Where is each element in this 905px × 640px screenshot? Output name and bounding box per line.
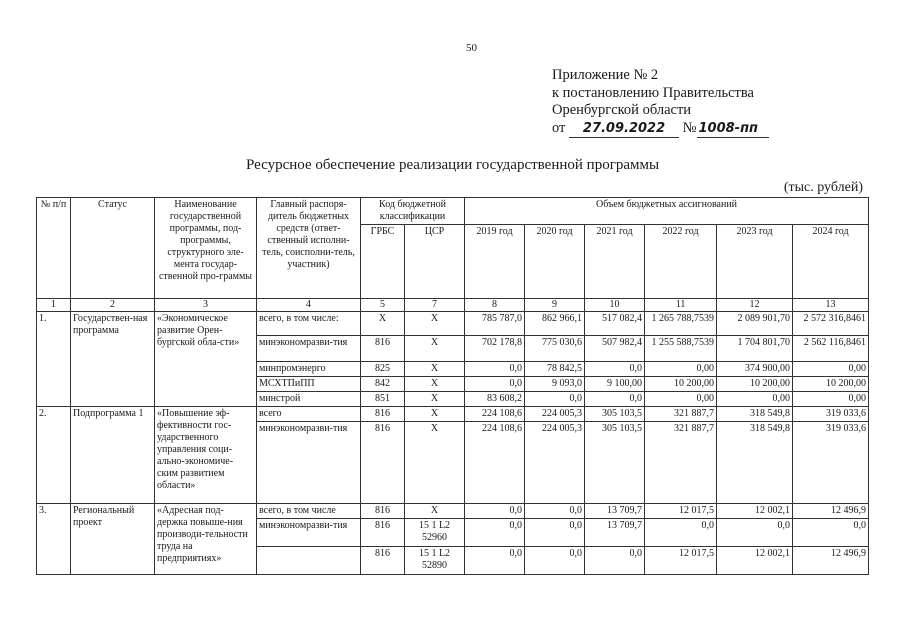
row-status: Региональный проект <box>71 504 155 575</box>
row-value: 9 100,00 <box>585 377 645 392</box>
row-value: 12 002,1 <box>717 504 793 519</box>
row-value: 0,0 <box>465 519 525 547</box>
row-value: 1 255 588,7539 <box>645 336 717 362</box>
column-number: 3 <box>155 299 257 312</box>
row-grbs: 816 <box>361 422 405 504</box>
date-prefix: от <box>552 119 566 136</box>
row-csr: 15 1 L2 52890 <box>405 547 465 575</box>
row-value: 305 103,5 <box>585 422 645 504</box>
row-status: Подпрограмма 1 <box>71 407 155 504</box>
row-value: 12 496,9 <box>793 547 869 575</box>
row-value: 321 887,7 <box>645 422 717 504</box>
row-value: 10 200,00 <box>645 377 717 392</box>
row-value: 0,0 <box>465 362 525 377</box>
row-value: 0,0 <box>793 519 869 547</box>
row-manager: всего, в том числе: <box>257 312 361 336</box>
row-grbs: 816 <box>361 407 405 422</box>
row-program-name: «Повышение эф-фективности гос-ударственного управления соци-ально-экономиче-ским развитием области» <box>155 407 257 504</box>
row-value: 0,0 <box>465 504 525 519</box>
column-number: 9 <box>525 299 585 312</box>
header-code: Код бюджетной классификации <box>361 198 465 225</box>
resource-table <box>36 197 869 575</box>
row-csr: X <box>405 504 465 519</box>
row-manager: всего <box>257 407 361 422</box>
column-number-row <box>37 299 869 312</box>
row-value: 224 005,3 <box>525 407 585 422</box>
row-value: 319 033,6 <box>793 422 869 504</box>
row-program-name: «Адресная под-держка повыше-ния производи-тельности труда на предприятиях» <box>155 504 257 575</box>
row-manager: минпромэнерго <box>257 362 361 377</box>
row-value: 78 842,5 <box>525 362 585 377</box>
header-year: 2024 год <box>793 225 869 299</box>
row-value: 0,00 <box>717 392 793 407</box>
row-value: 0,0 <box>585 362 645 377</box>
row-value: 0,0 <box>585 392 645 407</box>
row-value: 507 982,4 <box>585 336 645 362</box>
unit-label: (тыс. рублей) <box>783 180 863 195</box>
row-value: 12 017,5 <box>645 504 717 519</box>
row-value: 318 549,8 <box>717 422 793 504</box>
header-csr: ЦСР <box>405 225 465 299</box>
table-row <box>37 504 869 519</box>
row-csr: X <box>405 377 465 392</box>
row-value: 862 966,1 <box>525 312 585 336</box>
header-year: 2023 год <box>717 225 793 299</box>
row-value: 702 178,8 <box>465 336 525 362</box>
row-grbs: 851 <box>361 392 405 407</box>
header-row-1 <box>37 198 869 225</box>
page-number: 50 <box>466 42 477 54</box>
row-value: 517 082,4 <box>585 312 645 336</box>
column-number: 13 <box>793 299 869 312</box>
row-value: 224 108,6 <box>465 422 525 504</box>
header-year: 2021 год <box>585 225 645 299</box>
row-grbs: 816 <box>361 504 405 519</box>
row-value: 0,0 <box>465 377 525 392</box>
table-row <box>37 312 869 336</box>
row-value: 0,0 <box>465 547 525 575</box>
row-csr: X <box>405 312 465 336</box>
row-value: 2 572 316,8461 <box>793 312 869 336</box>
row-manager: минэкономразви-тия <box>257 336 361 362</box>
header-year: 2019 год <box>465 225 525 299</box>
appendix-date-line <box>552 120 769 139</box>
appendix-line-1: Приложение № 2 <box>552 67 659 83</box>
row-value: 224 005,3 <box>525 422 585 504</box>
row-manager: минэкономразви-тия <box>257 422 361 504</box>
column-number: 8 <box>465 299 525 312</box>
column-number: 5 <box>361 299 405 312</box>
column-number: 11 <box>645 299 717 312</box>
row-manager: МСХТПиПП <box>257 377 361 392</box>
header-volume: Объем бюджетных ассигнований <box>465 198 869 225</box>
column-number: 1 <box>37 299 71 312</box>
row-value: 374 900,00 <box>717 362 793 377</box>
header-year: 2022 год <box>645 225 717 299</box>
row-value: 0,0 <box>525 504 585 519</box>
row-value: 0,00 <box>793 362 869 377</box>
appendix-line-2: к постановлению Правительства <box>552 84 754 101</box>
column-number: 7 <box>405 299 465 312</box>
row-value: 0,0 <box>525 392 585 407</box>
header-num: № п/п <box>37 198 71 299</box>
row-value: 83 608,2 <box>465 392 525 407</box>
row-csr: 15 1 L2 52960 <box>405 519 465 547</box>
row-value: 12 496,9 <box>793 504 869 519</box>
row-value: 0,00 <box>645 392 717 407</box>
row-csr: X <box>405 362 465 377</box>
table-body <box>37 198 869 575</box>
row-value: 319 033,6 <box>793 407 869 422</box>
row-value: 10 200,00 <box>793 377 869 392</box>
table-row <box>37 407 869 422</box>
appendix-line-3: Оренбургской области <box>552 102 692 118</box>
row-value: 0,0 <box>645 519 717 547</box>
row-grbs: 816 <box>361 547 405 575</box>
row-value: 13 709,7 <box>585 519 645 547</box>
appendix-block <box>552 67 769 138</box>
header-manager: Главный распоря-дитель бюджетных средств (ответ-ственный исполни-тель, соисполни-тель, участник) <box>257 198 361 299</box>
row-value: 0,00 <box>645 362 717 377</box>
column-number: 12 <box>717 299 793 312</box>
row-number: 3. <box>37 504 71 575</box>
row-csr: X <box>405 422 465 504</box>
row-value: 305 103,5 <box>585 407 645 422</box>
row-manager: всего, в том числе <box>257 504 361 519</box>
column-number: 10 <box>585 299 645 312</box>
row-program-name: «Экономическое развитие Орен-бургской обла-сти» <box>155 312 257 407</box>
document-title: Ресурсное обеспечение реализации государственной программы <box>245 157 660 173</box>
row-value: 0,00 <box>793 392 869 407</box>
column-number: 2 <box>71 299 155 312</box>
row-grbs: 842 <box>361 377 405 392</box>
column-number: 4 <box>257 299 361 312</box>
row-status: Государствен-ная программа <box>71 312 155 407</box>
row-number: 2. <box>37 407 71 504</box>
row-value: 2 562 116,8461 <box>793 336 869 362</box>
row-number: 1. <box>37 312 71 407</box>
row-manager: минстрой <box>257 392 361 407</box>
row-value: 13 709,7 <box>585 504 645 519</box>
row-csr: X <box>405 407 465 422</box>
row-csr: X <box>405 336 465 362</box>
row-csr: X <box>405 392 465 407</box>
handwritten-number: 1008-пп <box>697 120 769 139</box>
header-year: 2020 год <box>525 225 585 299</box>
header-status: Статус <box>71 198 155 299</box>
row-value: 9 093,0 <box>525 377 585 392</box>
row-value: 12 002,1 <box>717 547 793 575</box>
row-grbs: 816 <box>361 336 405 362</box>
row-manager <box>257 547 361 575</box>
row-value: 1 704 801,70 <box>717 336 793 362</box>
row-value: 318 549,8 <box>717 407 793 422</box>
number-prefix: № <box>682 119 697 136</box>
row-value: 224 108,6 <box>465 407 525 422</box>
row-value: 785 787,0 <box>465 312 525 336</box>
row-value: 0,0 <box>525 547 585 575</box>
handwritten-date: 27.09.2022 <box>569 120 679 139</box>
row-grbs: X <box>361 312 405 336</box>
row-value: 12 017,5 <box>645 547 717 575</box>
header-grbs: ГРБС <box>361 225 405 299</box>
row-value: 775 030,6 <box>525 336 585 362</box>
row-grbs: 816 <box>361 519 405 547</box>
row-value: 10 200,00 <box>717 377 793 392</box>
header-name: Наименование государственной программы, под-программы, структурного эле-мента государ-ственной про-граммы <box>155 198 257 299</box>
row-grbs: 825 <box>361 362 405 377</box>
row-value: 321 887,7 <box>645 407 717 422</box>
row-value: 2 089 901,70 <box>717 312 793 336</box>
row-value: 1 265 788,7539 <box>645 312 717 336</box>
row-value: 0,0 <box>525 519 585 547</box>
row-value: 0,0 <box>717 519 793 547</box>
row-value: 0,0 <box>585 547 645 575</box>
row-manager: минэкономразви-тия <box>257 519 361 547</box>
